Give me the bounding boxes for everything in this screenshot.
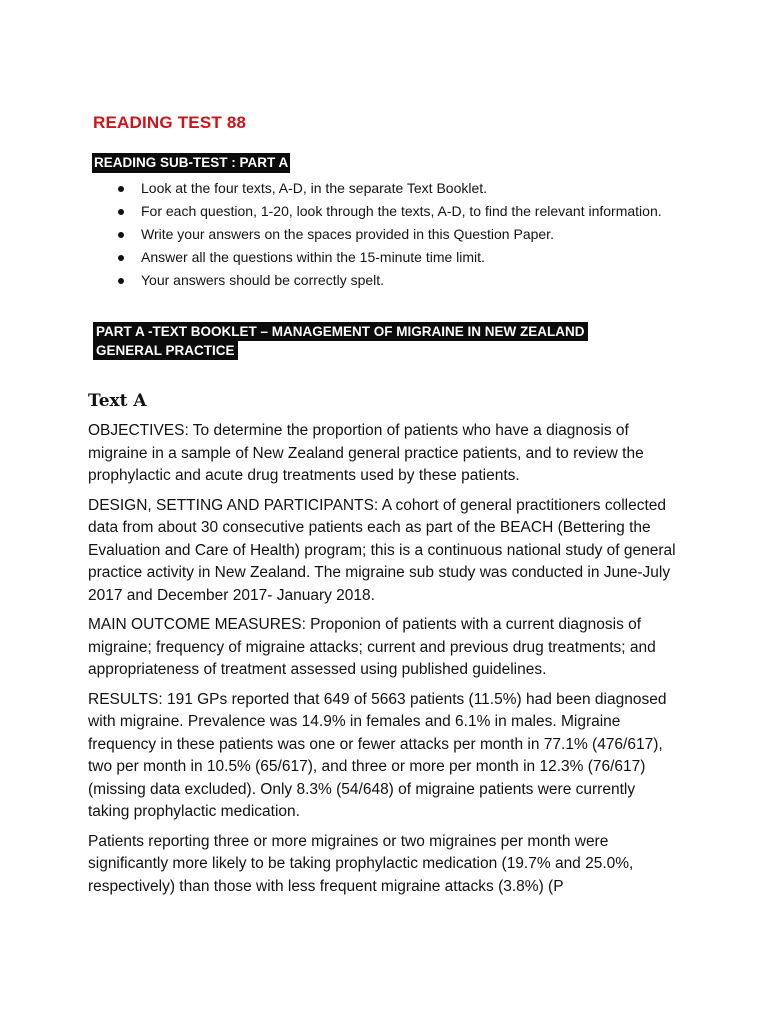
instruction-item: Write your answers on the spaces provided in this Question Paper. bbox=[112, 224, 682, 244]
instruction-item: Your answers should be correctly spelt. bbox=[112, 270, 682, 290]
booklet-title-line-1: PART A -TEXT BOOKLET – MANAGEMENT OF MIGRAINE IN NEW ZEALAND bbox=[93, 322, 588, 341]
instruction-item: For each question, 1-20, look through the texts, A-D, to find the relevant information. bbox=[112, 201, 682, 221]
text-a-body bbox=[88, 420, 680, 905]
results-paragraph: RESULTS: 191 GPs reported that 649 of 5663 patients (11.5%) had been diagnosed with migraine. Prevalence was 14.9% in females and 6.1% in males. Migraine frequency in these patients was one or fewer attacks per month in 77.1% (476/617), two per month in 10.5% (65/617), and three or more per month in 12.3% (76/617) (missing data excluded). Only 8.3% (54/648) of migraine patients were currently taking prophylactic medication. bbox=[88, 690, 667, 820]
objectives-paragraph: OBJECTIVES: To determine the proportion of patients who have a diagnosis of migraine in a sample of New Zealand general practice patients, and to review the prophylactic and acute drug treatments used by these patients. bbox=[88, 422, 644, 484]
design-paragraph: DESIGN, SETTING AND PARTICIPANTS: A cohort of general practitioners collected data from about 30 consecutive patients each as part of the BEACH (Bettering the Evaluation and Care of Health) program; this is a continuous national study of general practice activity in New Zealand. The migraine sub study was conducted in June-July 2017 and December 2017- January 2018. bbox=[88, 496, 676, 604]
booklet-title bbox=[93, 322, 588, 360]
instruction-item: Look at the four texts, A-D, in the separate Text Booklet. bbox=[112, 178, 682, 198]
subtest-label: READING SUB-TEST : PART A bbox=[92, 153, 290, 173]
text-a-heading: Text A bbox=[88, 391, 147, 411]
booklet-title-line-2: GENERAL PRACTICE bbox=[93, 341, 238, 360]
reading-test-title: READING TEST 88 bbox=[93, 113, 247, 132]
instruction-item: Answer all the questions within the 15-minute time limit. bbox=[112, 247, 682, 267]
outcome-measures-paragraph: MAIN OUTCOME MEASURES: Proponion of patients with a current diagnosis of migraine; frequency of migraine attacks; current and previous drug treatments; and appropriateness of treatment assessed using published guidelines. bbox=[88, 616, 656, 678]
prophylaxis-paragraph: Patients reporting three or more migraines or two migraines per month were significantly more likely to be taking prophylactic medication (19.7% and 25.0%, respectively) than those with less frequent migraine attacks (3.8%) (P bbox=[88, 832, 634, 895]
instructions-list bbox=[112, 178, 682, 293]
